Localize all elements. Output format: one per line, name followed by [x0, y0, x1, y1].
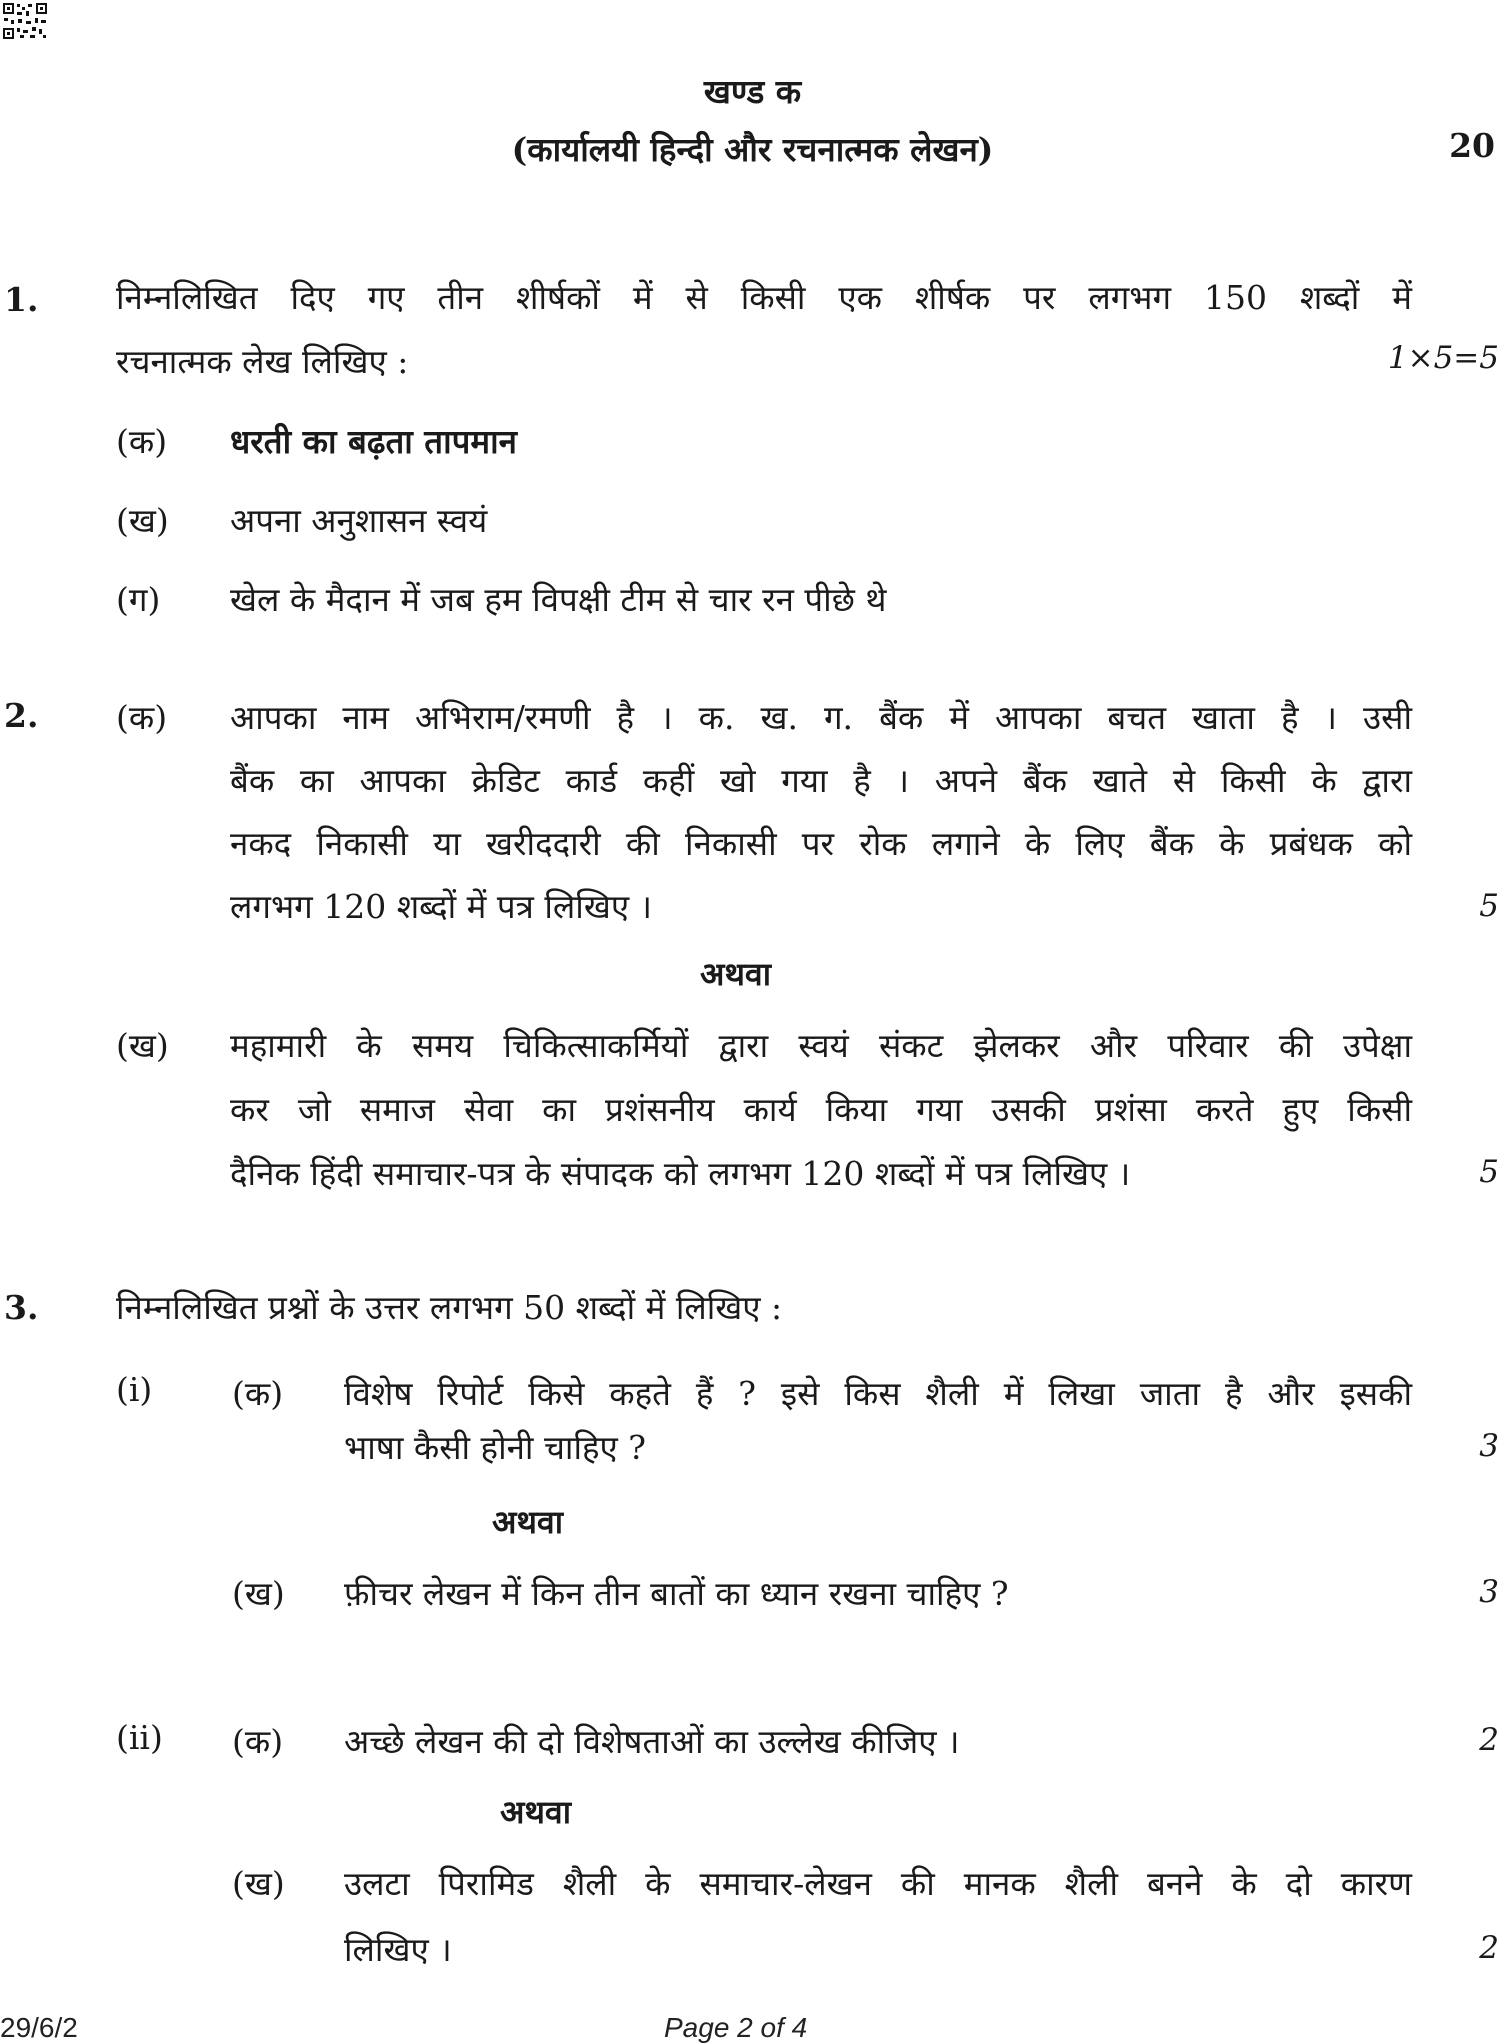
question-number: 3. [4, 1288, 39, 1327]
question-marks: 5 [1479, 1154, 1499, 1190]
question-text: निम्नलिखित दिए गए तीन शीर्षकों में से किसी एक शीर्षक पर लगभग 150 शब्दों में [116, 278, 1412, 317]
page-number: Page 2 of 4 [664, 2012, 808, 2043]
question-text: लिखिए । [344, 1930, 452, 1969]
paper-code: 29/6/2 [0, 2012, 78, 2043]
question-text: लगभग 120 शब्दों में पत्र लिखिए । [230, 887, 653, 926]
subquestion-label: (i) [116, 1370, 153, 1409]
question-text: कर जो समाज सेवा का प्रशंसनीय कार्य किया गया उसकी प्रशंसा करते हुए किसी [230, 1090, 1412, 1129]
option-text: धरती का बढ़ता तापमान [230, 422, 517, 461]
question-marks: 3 [1479, 1428, 1499, 1464]
section-title: खण्ड क [703, 72, 802, 111]
option-text: खेल के मैदान में जब हम विपक्षी टीम से चार रन पीछे थे [230, 580, 887, 619]
question-text: नकद निकासी या खरीददारी की निकासी पर रोक लगाने के लिए बैंक के प्रबंधक को [230, 824, 1412, 863]
question-text: भाषा कैसी होनी चाहिए ? [344, 1428, 646, 1467]
qr-code-icon [2, 2, 48, 40]
question-text: बैंक का आपका क्रेडिट कार्ड कहीं खो गया है । अपने बैंक खाते से किसी के द्वारा [230, 761, 1412, 800]
question-marks: 2 [1479, 1722, 1499, 1758]
question-text: महामारी के समय चिकित्साकर्मियों द्वारा स्वयं संकट झेलकर और परिवार की उपेक्षा [230, 1026, 1412, 1065]
option-label: (ग) [116, 580, 161, 619]
option-label: (ख) [116, 501, 169, 540]
question-marks: 5 [1479, 888, 1499, 924]
question-text: दैनिक हिंदी समाचार-पत्र के संपादक को लगभग 120 शब्दों में पत्र लिखिए । [230, 1154, 1131, 1193]
question-marks: 1×5=5 [1387, 340, 1499, 376]
question-text: आपका नाम अभिराम/रमणी है । क. ख. ग. बैंक में आपका बचत खाता है । उसी [230, 698, 1412, 737]
option-label: (ख) [116, 1026, 169, 1065]
option-text: अपना अनुशासन स्वयं [230, 501, 488, 540]
question-number: 2. [4, 696, 39, 735]
option-label: (क) [232, 1722, 284, 1761]
question-marks: 2 [1479, 1930, 1499, 1966]
question-number: 1. [4, 280, 39, 319]
subquestion-label: (ii) [116, 1718, 163, 1757]
question-text: फ़ीचर लेखन में किन तीन बातों का ध्यान रखना चाहिए ? [344, 1574, 1009, 1613]
option-label: (क) [116, 422, 168, 461]
option-label: (क) [232, 1374, 284, 1413]
question-text: रचनात्मक लेख लिखिए : [116, 342, 409, 381]
question-text: अच्छे लेखन की दो विशेषताओं का उल्लेख कीजिए । [344, 1722, 960, 1761]
option-label: (ख) [232, 1864, 285, 1903]
option-label: (ख) [232, 1574, 285, 1613]
or-divider: अथवा [492, 1503, 563, 1541]
question-text: निम्नलिखित प्रश्नों के उत्तर लगभग 50 शब्दों में लिखिए : [116, 1288, 783, 1327]
or-divider: अथवा [500, 1793, 571, 1831]
section-subtitle: (कार्यालयी हिन्दी और रचनात्मक लेखन) [511, 130, 994, 169]
question-marks: 3 [1479, 1574, 1499, 1610]
question-text: उलटा पिरामिड शैली के समाचार-लेखन की मानक शैली बनने के दो कारण [344, 1864, 1412, 1903]
option-label: (क) [116, 698, 168, 737]
or-divider: अथवा [700, 955, 771, 993]
section-marks: 20 [1449, 126, 1495, 165]
question-text: विशेष रिपोर्ट किसे कहते हैं ? इसे किस शैली में लिखा जाता है और इसकी [344, 1374, 1412, 1413]
